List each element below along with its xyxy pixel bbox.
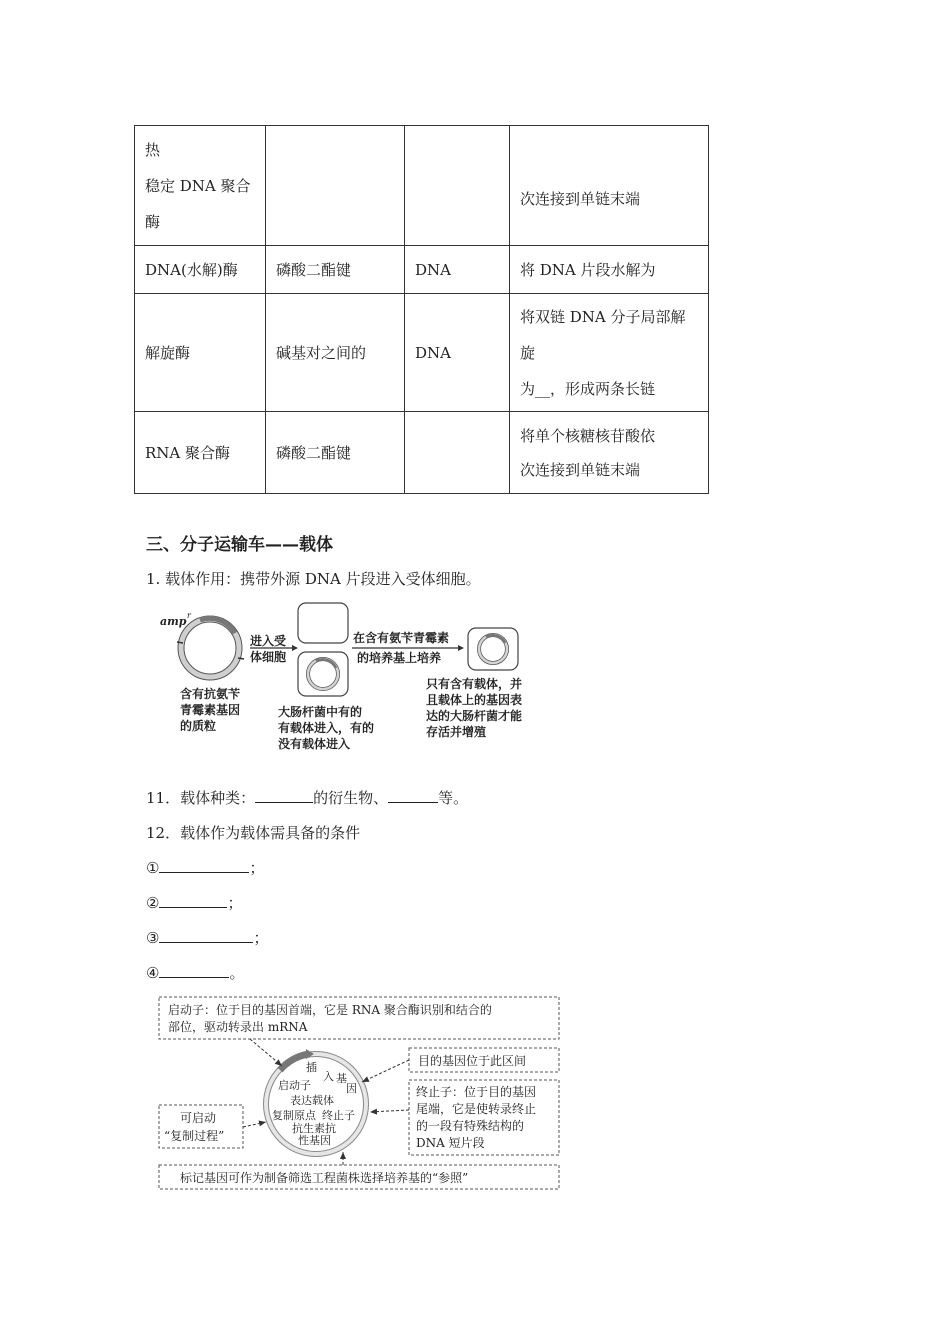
answer-blank[interactable] bbox=[159, 893, 227, 908]
plasmid-caption: 含有抗氨苄 bbox=[180, 687, 241, 701]
table-cell-name: RNA 聚合酶 bbox=[135, 412, 266, 494]
result-caption: 存活并增殖 bbox=[426, 725, 487, 739]
ring-label-resistance: 性基因 bbox=[298, 1134, 331, 1147]
ring-label-origin: 复制原点 bbox=[272, 1109, 316, 1122]
cell-text: 次连接到单链末端 bbox=[520, 189, 641, 208]
plasmid-icon bbox=[177, 618, 244, 677]
ecoli-caption: 有载体进入，有的 bbox=[278, 721, 375, 735]
amp-label: amp bbox=[160, 615, 187, 628]
question-11 bbox=[146, 787, 468, 808]
table-cell-bond: 碱基对之间的 bbox=[266, 294, 405, 412]
question-11-mid: 的衍生物、 bbox=[313, 789, 389, 807]
table-cell-bond: 磷酸二酯键 bbox=[266, 246, 405, 294]
cell-text: 次连接到单链末端 bbox=[520, 460, 641, 479]
promoter-note: 启动子：位于目的基因首端，它是 RNA 聚合酶识别和结合的 bbox=[168, 1003, 492, 1017]
table-cell-name bbox=[135, 126, 266, 246]
connector-arrow bbox=[250, 1039, 282, 1066]
small-plasmid-icon bbox=[479, 635, 507, 663]
table-cell-substrate: DNA bbox=[405, 246, 510, 294]
promoter-note: 部位，驱动转录出 mRNA bbox=[168, 1020, 308, 1034]
arrow2-label: 在含有氨苄青霉素 bbox=[353, 631, 450, 645]
ring-label-terminator: 终止子 bbox=[322, 1109, 355, 1122]
condition-end: ； bbox=[253, 929, 269, 947]
condition-number: ④ bbox=[146, 964, 160, 982]
condition-end: 。 bbox=[229, 964, 245, 982]
vector-transfer-figure bbox=[150, 598, 550, 760]
answer-blank[interactable] bbox=[159, 928, 253, 943]
expression-vector-figure bbox=[150, 992, 570, 1194]
ecoli-cell-empty bbox=[298, 603, 348, 643]
terminator-note: 终止子：位于目的基因 bbox=[416, 1085, 537, 1099]
terminator-note: DNA 短片段 bbox=[416, 1136, 485, 1150]
table-cell-name: 解旋酶 bbox=[135, 294, 266, 412]
condition-end: ； bbox=[227, 894, 243, 912]
table-row bbox=[135, 412, 709, 494]
result-caption: 且载体上的基因表 bbox=[426, 693, 523, 707]
terminator-note: 的一段有特殊结构的 bbox=[416, 1119, 525, 1133]
arrow1-label: 进入受 bbox=[250, 634, 287, 648]
question-11-prefix: 11．载体种类： bbox=[146, 789, 256, 807]
ring-label-insert: 基 bbox=[336, 1072, 347, 1085]
table-row bbox=[135, 294, 709, 412]
ecoli-caption: 大肠杆菌中有的 bbox=[278, 705, 363, 719]
table-row bbox=[135, 246, 709, 294]
connector-arrow bbox=[243, 1122, 266, 1127]
replication-note: “复制过程” bbox=[164, 1129, 225, 1143]
enzyme-table bbox=[134, 125, 709, 494]
plasmid-caption: 的质粒 bbox=[180, 719, 217, 733]
cell-text: 旋 bbox=[520, 343, 536, 362]
cell-text: 将单个核糖核苷酸依 bbox=[520, 426, 656, 445]
connector-arrow bbox=[362, 1060, 409, 1082]
condition-number: ① bbox=[146, 859, 160, 877]
answer-blank[interactable] bbox=[159, 963, 229, 978]
arrow1-label: 体细胞 bbox=[250, 650, 287, 664]
answer-blank[interactable] bbox=[388, 788, 438, 803]
section-title: 三、分子运输车——载体 bbox=[146, 535, 333, 555]
answer-blank[interactable] bbox=[255, 788, 313, 803]
table-cell-function bbox=[510, 412, 709, 494]
table-cell-function bbox=[510, 126, 709, 246]
ring-label-insert: 因 bbox=[346, 1082, 357, 1095]
ring-label-promoter: 启动子 bbox=[278, 1079, 311, 1092]
answer-blank[interactable] bbox=[159, 858, 249, 873]
table-row bbox=[135, 126, 709, 246]
condition-number: ③ bbox=[146, 929, 160, 947]
connector-arrow bbox=[370, 1110, 409, 1112]
ring-label-insert: 入 bbox=[323, 1070, 334, 1083]
result-caption: 达的大肠杆菌才能 bbox=[426, 709, 523, 723]
condition-item bbox=[146, 892, 242, 913]
table-cell-substrate: DNA bbox=[405, 294, 510, 412]
cell-text: 酶 bbox=[145, 212, 161, 231]
ecoli-caption: 没有载体进入 bbox=[278, 737, 351, 751]
table-cell-substrate bbox=[405, 126, 510, 246]
cell-text: 为__，形成两条长链 bbox=[520, 379, 656, 398]
condition-end: ； bbox=[249, 859, 265, 877]
target-gene-note: 目的基因位于此区间 bbox=[418, 1054, 527, 1068]
question-11-suffix: 等。 bbox=[438, 789, 469, 807]
marker-note: 标记基因可作为制备筛选工程菌株选择培养基的“参照” bbox=[180, 1171, 469, 1185]
table-cell-substrate bbox=[405, 412, 510, 494]
amp-superscript: r bbox=[187, 611, 191, 620]
paragraph-vector-function: 1. 载体作用：携带外源 DNA 片段进入受体细胞。 bbox=[146, 570, 481, 588]
table-cell-bond bbox=[266, 126, 405, 246]
arrow2-label: 的培养基上培养 bbox=[357, 651, 442, 665]
cell-text: 热 bbox=[145, 140, 161, 159]
replication-note: 可启动 bbox=[180, 1111, 217, 1125]
condition-item bbox=[146, 927, 268, 948]
ring-label-resistance: 抗生素抗 bbox=[292, 1122, 336, 1135]
question-12: 12．载体作为载体需具备的条件 bbox=[146, 824, 361, 842]
condition-item bbox=[146, 962, 244, 983]
cell-text: 将双链 DNA 分子局部解 bbox=[520, 307, 686, 326]
plasmid-caption: 青霉素基因 bbox=[180, 703, 241, 717]
ring-label-vector: 表达载体 bbox=[290, 1094, 334, 1107]
table-cell-name: DNA(水解)酶 bbox=[135, 246, 266, 294]
terminator-note: 尾端，它是使转录终止 bbox=[416, 1102, 537, 1116]
table-cell-function: 将 DNA 片段水解为 bbox=[510, 246, 709, 294]
table-cell-function bbox=[510, 294, 709, 412]
table-cell-bond: 磷酸二酯键 bbox=[266, 412, 405, 494]
condition-item bbox=[146, 857, 264, 878]
result-caption: 只有含有载体，并 bbox=[426, 677, 523, 691]
cell-text: 稳定 DNA 聚合 bbox=[145, 176, 251, 195]
ring-label-insert: 插 bbox=[306, 1061, 317, 1074]
condition-number: ② bbox=[146, 894, 160, 912]
small-plasmid-icon bbox=[308, 659, 338, 689]
